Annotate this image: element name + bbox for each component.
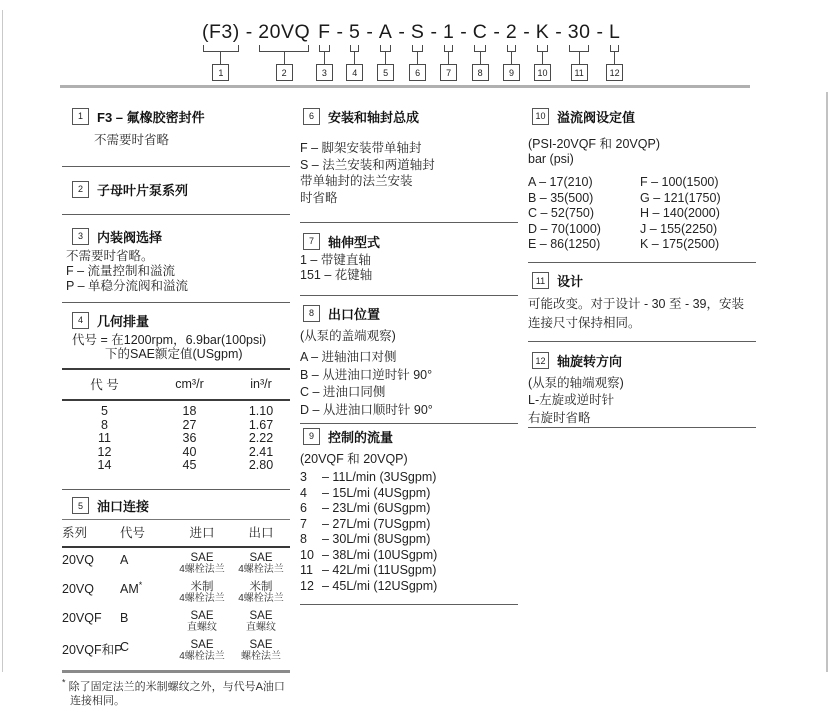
code-dash: - bbox=[523, 21, 530, 43]
divider bbox=[300, 222, 518, 223]
code-number-box: 12 bbox=[606, 64, 623, 81]
flow-desc: – 45L/mi (12USgpm) bbox=[322, 578, 438, 593]
section-number-box: 4 bbox=[72, 312, 89, 329]
port-line: 4螺栓法兰 bbox=[238, 563, 284, 575]
divider bbox=[62, 166, 290, 167]
code-number-box: 7 bbox=[440, 64, 457, 81]
column-middle bbox=[300, 108, 518, 605]
rotation-line: 右旋时省略 bbox=[528, 410, 591, 425]
divider bbox=[528, 262, 756, 263]
code-cell bbox=[120, 581, 172, 596]
bracket-line bbox=[259, 45, 309, 52]
flow-desc: – 11L/min (3USgpm) bbox=[322, 470, 437, 484]
displacement-note: 代号 = 在1200rpm，6.9bar(100psi) bbox=[72, 333, 267, 347]
flow-code: 4 bbox=[300, 485, 307, 500]
code-text: C bbox=[120, 639, 130, 654]
column-right bbox=[528, 108, 756, 428]
flow-option bbox=[300, 548, 518, 564]
port-line: SAE bbox=[249, 609, 273, 622]
port-line: 4螺栓法兰 bbox=[179, 592, 225, 604]
port-line: SAE bbox=[190, 638, 214, 651]
option-line: 时省略 bbox=[300, 190, 338, 205]
table-row bbox=[62, 446, 290, 460]
pressure-option: J – 155(2250) bbox=[640, 221, 718, 236]
port-line: SAE bbox=[190, 609, 214, 622]
code-number-box: 6 bbox=[409, 64, 426, 81]
divider bbox=[300, 604, 518, 605]
code-dash: - bbox=[493, 21, 500, 43]
section-7-header bbox=[303, 233, 518, 249]
code-number-box: 5 bbox=[377, 64, 394, 81]
option-line: 带单轴封的法兰安装 bbox=[300, 174, 413, 188]
section-6-header bbox=[303, 108, 518, 124]
section-12-body bbox=[528, 375, 756, 428]
flow-option bbox=[300, 486, 518, 502]
port-table-row bbox=[62, 577, 290, 606]
flow-code: 11 bbox=[300, 563, 313, 577]
pressure-option: K – 175(2500) bbox=[640, 237, 720, 251]
section-number-box: 10 bbox=[532, 108, 549, 125]
outlet-cell bbox=[232, 552, 290, 575]
port-line: 4螺栓法兰 bbox=[179, 650, 225, 662]
rotation-line: (从泵的轴端观察) bbox=[528, 375, 624, 390]
code-segment-text: 5 bbox=[349, 21, 361, 43]
section-number-box: 12 bbox=[532, 352, 549, 369]
port-line: 螺栓法兰 bbox=[241, 650, 281, 662]
cell: 2.41 bbox=[248, 444, 274, 459]
port-line: 米制 bbox=[190, 580, 214, 593]
code-segment-text: 2 bbox=[505, 21, 518, 43]
pressure-option: E – 86(1250) bbox=[528, 237, 601, 251]
pressure-option: H – 140(2000) bbox=[640, 206, 720, 220]
bracket-line bbox=[569, 45, 590, 52]
section-subtitle: (PSI-20VQF 和 20VQP) bbox=[528, 137, 660, 151]
flow-code: 6 bbox=[300, 501, 307, 515]
displacement-note: 下的SAE额定值(USgpm) bbox=[105, 347, 243, 361]
pressure-option: D – 70(1000) bbox=[528, 221, 601, 236]
code-dash: - bbox=[596, 21, 603, 43]
section-title: 控制的流量 bbox=[328, 429, 394, 445]
column-header: 进口 bbox=[189, 525, 215, 540]
divider bbox=[528, 341, 756, 342]
pressure-option: F – 100(1500) bbox=[640, 175, 719, 189]
section-number-box: 2 bbox=[72, 181, 89, 198]
series-cell: 20VQF bbox=[62, 610, 102, 625]
section-10-header bbox=[532, 108, 756, 124]
code-segment-10 bbox=[532, 20, 554, 81]
bracket-line bbox=[474, 45, 487, 52]
flow-desc: – 42L/mi (11USgpm) bbox=[322, 563, 437, 577]
series-cell: 20VQ bbox=[62, 552, 94, 567]
stem-line bbox=[354, 52, 355, 64]
flow-option bbox=[300, 517, 518, 533]
flow-option bbox=[300, 532, 518, 548]
cell: 1.10 bbox=[248, 404, 274, 418]
code-segment-1 bbox=[198, 20, 244, 81]
pressure-option: B – 35(500) bbox=[528, 190, 594, 205]
cell: 2.80 bbox=[248, 458, 274, 472]
inlet-cell bbox=[172, 610, 232, 633]
footnote-line: 连接相同。 bbox=[70, 694, 125, 707]
outlet-cell bbox=[232, 610, 290, 633]
section-number-box: 1 bbox=[72, 108, 89, 125]
cell: 12 bbox=[97, 444, 112, 459]
port-line: 直螺纹 bbox=[246, 621, 276, 633]
code-segment-text: L bbox=[608, 21, 621, 43]
option-line: B – 从进油口逆时针 90° bbox=[300, 367, 433, 382]
code-dash: - bbox=[398, 21, 405, 43]
code-number-box: 10 bbox=[534, 64, 551, 81]
code-dash: - bbox=[336, 21, 344, 43]
option-line: 1 – 带键直轴 bbox=[300, 253, 371, 267]
table-row bbox=[62, 459, 290, 473]
section-8-header bbox=[303, 305, 518, 321]
code-segment-9 bbox=[502, 20, 521, 81]
section-title: 溢流阀设定值 bbox=[557, 109, 636, 125]
divider bbox=[62, 489, 290, 490]
cell: 1.67 bbox=[248, 417, 274, 432]
cell: 36 bbox=[182, 431, 197, 445]
bracket-line bbox=[319, 45, 329, 52]
section-title: 油口连接 bbox=[97, 499, 150, 514]
section-number-box: 9 bbox=[303, 428, 320, 445]
code-segment-text: 20VQ bbox=[258, 21, 311, 43]
cell: 5 bbox=[101, 404, 108, 418]
code-text: B bbox=[120, 610, 129, 625]
design-note-line: 可能改变。对于设计 - 30 至 - 39，安装 bbox=[528, 296, 744, 311]
flow-code: 12 bbox=[300, 578, 314, 593]
cell: 40 bbox=[182, 444, 197, 459]
section-subtitle: (20VQF 和 20VQP) bbox=[300, 452, 408, 466]
code-segment-text: F bbox=[318, 21, 331, 43]
flow-desc: – 30L/mi (8USgpm) bbox=[322, 532, 431, 546]
code-segment-6 bbox=[407, 20, 429, 81]
section-1-header bbox=[72, 108, 290, 124]
section-11-header bbox=[532, 273, 756, 289]
cell: 8 bbox=[101, 417, 108, 432]
code-segment-8 bbox=[469, 20, 492, 81]
flow-desc: – 38L/mi (10USgpm) bbox=[322, 547, 438, 562]
cell: 11 bbox=[98, 431, 111, 445]
cell: 14 bbox=[97, 458, 112, 472]
table-row bbox=[62, 400, 290, 419]
table-row bbox=[62, 432, 290, 446]
port-line: SAE bbox=[249, 551, 273, 564]
section-3-body bbox=[66, 249, 290, 294]
section-title: 几何排量 bbox=[97, 313, 150, 329]
title-separator-rule bbox=[60, 85, 750, 88]
section-8-body bbox=[300, 349, 518, 419]
column-left bbox=[62, 108, 290, 708]
code-number-box: 3 bbox=[316, 64, 333, 81]
outlet-cell bbox=[232, 639, 290, 662]
outlet-cell bbox=[232, 581, 290, 604]
section-number-box: 8 bbox=[303, 305, 320, 322]
stem-line bbox=[417, 52, 418, 64]
option-line: C – 进油口同侧 bbox=[300, 385, 386, 399]
divider bbox=[62, 214, 290, 215]
option-line: 151 – 花键轴 bbox=[300, 268, 373, 282]
stem-line bbox=[385, 52, 386, 64]
code-cell bbox=[120, 610, 172, 625]
code-number-box: 9 bbox=[503, 64, 520, 81]
section-title: F3 – 氟橡胶密封件 bbox=[97, 109, 205, 125]
stem-line bbox=[614, 52, 615, 64]
column-header: 系列 bbox=[62, 525, 88, 540]
flow-option bbox=[300, 579, 518, 595]
inlet-cell bbox=[172, 639, 232, 662]
section-subtitle: (从泵的盖端观察) bbox=[300, 329, 396, 343]
option-line: F – 脚架安装带单轴封 bbox=[300, 141, 422, 155]
section-number-box: 11 bbox=[532, 272, 549, 289]
bracket-line bbox=[412, 45, 424, 52]
flow-desc: – 15L/mi (4USgpm) bbox=[322, 485, 431, 500]
section-title: 轴旋转方向 bbox=[557, 354, 623, 369]
design-note-line: 连接尺寸保持相同。 bbox=[528, 315, 641, 330]
section-number-box: 3 bbox=[72, 228, 89, 245]
series-cell: 20VQF和P bbox=[62, 642, 123, 657]
bracket-line bbox=[537, 45, 549, 52]
bracket-line bbox=[380, 45, 392, 52]
flow-code: 8 bbox=[300, 532, 307, 546]
code-number-box: 2 bbox=[276, 64, 293, 81]
divider bbox=[62, 302, 290, 303]
flow-code: 10 bbox=[300, 547, 314, 562]
code-segment-text: S bbox=[410, 21, 425, 43]
section-title: 出口位置 bbox=[328, 306, 381, 322]
column-header: in³/r bbox=[232, 369, 290, 400]
code-segment-text: (F3) bbox=[202, 21, 240, 43]
code-segment-4 bbox=[345, 20, 364, 81]
port-table-row bbox=[62, 635, 290, 664]
footnote-text: 除了固定法兰的米制螺纹之外，与代号A油口 bbox=[68, 680, 285, 693]
flow-code: 3 bbox=[300, 470, 307, 484]
cell: 18 bbox=[182, 404, 197, 418]
column-header: 代 号 bbox=[62, 369, 147, 400]
section-4-header bbox=[72, 312, 290, 328]
pressure-option: G – 121(1750) bbox=[640, 190, 721, 205]
section-3-header bbox=[72, 228, 290, 244]
section-title: 轴伸型式 bbox=[328, 234, 381, 250]
section-7-body bbox=[300, 253, 518, 283]
inlet-cell bbox=[172, 581, 232, 604]
section-11-body bbox=[528, 295, 756, 333]
series-cell: 20VQ bbox=[62, 581, 94, 596]
cell: 2.22 bbox=[248, 431, 274, 445]
footnote-line bbox=[62, 676, 290, 694]
column-header: cm³/r bbox=[147, 369, 232, 400]
flow-option bbox=[300, 501, 518, 517]
code-segment-11 bbox=[564, 20, 595, 81]
code-number-box: 1 bbox=[212, 64, 229, 81]
code-segment-text: C bbox=[472, 21, 488, 43]
code-dash: - bbox=[555, 21, 562, 43]
option-line: A – 进轴油口对侧 bbox=[300, 350, 397, 364]
port-table-header bbox=[62, 520, 290, 548]
section-title: 子母叶片泵系列 bbox=[97, 182, 189, 198]
flow-desc: – 27L/mi (7USgpm) bbox=[322, 516, 431, 531]
code-segment-text: A bbox=[378, 21, 393, 43]
stem-line bbox=[579, 52, 580, 64]
code-dash: - bbox=[366, 21, 373, 43]
asterisk: * bbox=[138, 579, 143, 590]
code-segment-7 bbox=[439, 20, 458, 81]
option-line: D – 从进油口顺时针 90° bbox=[300, 402, 433, 417]
code-segment-5 bbox=[375, 20, 397, 81]
cell: 27 bbox=[182, 417, 197, 432]
code-text: A bbox=[120, 552, 129, 567]
code-cell bbox=[120, 552, 172, 567]
option-line: 不需要时省略。 bbox=[66, 249, 154, 263]
section-number-box: 5 bbox=[72, 497, 89, 514]
pressure-col-1 bbox=[528, 175, 640, 253]
code-dash: - bbox=[460, 21, 467, 43]
code-number-box: 8 bbox=[472, 64, 489, 81]
section-number-box: 6 bbox=[303, 108, 320, 125]
stem-line bbox=[284, 52, 285, 64]
stem-line bbox=[324, 52, 325, 64]
column-header: 代号 bbox=[120, 525, 146, 540]
port-footnote bbox=[62, 676, 290, 708]
pressure-settings bbox=[528, 175, 756, 253]
cell: 45 bbox=[182, 458, 197, 472]
code-cell bbox=[120, 639, 172, 654]
port-line: 4螺栓法兰 bbox=[179, 563, 225, 575]
flow-option bbox=[300, 563, 518, 579]
code-number-box: 4 bbox=[346, 64, 363, 81]
page-edge-line-left bbox=[2, 10, 3, 672]
asterisk: * bbox=[62, 676, 66, 687]
page-edge-line-right bbox=[826, 92, 828, 672]
pressure-option: C – 52(750) bbox=[528, 206, 595, 220]
section-title: 内装阀选择 bbox=[97, 229, 163, 245]
unit-label: bar (psi) bbox=[528, 152, 574, 166]
bracket-line bbox=[444, 45, 453, 52]
table-row bbox=[62, 419, 290, 433]
section-5-header bbox=[72, 498, 290, 514]
rotation-line: L-左旋或逆时针 bbox=[528, 393, 615, 407]
flow-option bbox=[300, 470, 518, 486]
section-9-body bbox=[300, 470, 518, 594]
bracket-line bbox=[610, 45, 619, 52]
code-segment-2 bbox=[254, 20, 314, 81]
port-line: SAE bbox=[249, 638, 273, 651]
option-line: S – 法兰安装和两道轴封 bbox=[300, 157, 435, 172]
model-code-diagram bbox=[198, 20, 624, 81]
stem-line bbox=[448, 52, 449, 64]
code-segment-text: 1 bbox=[442, 21, 455, 43]
code-segment-text: 30 bbox=[567, 21, 591, 43]
section-12-header bbox=[532, 353, 756, 369]
section-1-body: 不需要时省略 bbox=[94, 133, 170, 147]
displacement-table bbox=[62, 368, 290, 473]
code-text: AM bbox=[120, 581, 139, 596]
divider bbox=[300, 423, 518, 424]
port-line: 直螺纹 bbox=[187, 621, 217, 633]
code-number-box: 11 bbox=[571, 64, 588, 81]
pressure-col-2 bbox=[640, 175, 752, 253]
port-table-row bbox=[62, 606, 290, 635]
bracket-line bbox=[203, 45, 239, 52]
section-title: 设计 bbox=[557, 274, 584, 289]
port-line: 4螺栓法兰 bbox=[238, 592, 284, 604]
code-segment-12 bbox=[605, 20, 624, 81]
port-line: 米制 bbox=[249, 580, 273, 593]
code-segment-3 bbox=[314, 20, 334, 81]
stem-line bbox=[542, 52, 543, 64]
option-line: F – 流量控制和溢流 bbox=[66, 264, 176, 278]
section-6-body bbox=[300, 140, 518, 206]
section-number-box: 7 bbox=[303, 233, 320, 250]
option-line: P – 单稳分流阀和溢流 bbox=[66, 279, 189, 293]
stem-line bbox=[480, 52, 481, 64]
flow-desc: – 23L/mi (6USgpm) bbox=[322, 501, 431, 515]
port-table-row bbox=[62, 548, 290, 577]
thick-divider bbox=[62, 670, 290, 673]
code-dash: - bbox=[245, 21, 253, 43]
table-header-row bbox=[62, 369, 290, 400]
code-segment-text: K bbox=[535, 21, 550, 43]
section-9-header bbox=[303, 428, 518, 444]
bracket-line bbox=[350, 45, 359, 52]
stem-line bbox=[511, 52, 512, 64]
inlet-cell bbox=[172, 552, 232, 575]
divider bbox=[300, 295, 518, 296]
bracket-line bbox=[507, 45, 516, 52]
code-dash: - bbox=[430, 21, 437, 43]
section-2-header bbox=[72, 181, 290, 197]
section-title: 安装和轴封总成 bbox=[328, 109, 420, 125]
column-header: 出口 bbox=[248, 525, 274, 540]
port-line: SAE bbox=[190, 551, 214, 564]
flow-code: 7 bbox=[300, 516, 307, 531]
pressure-option: A – 17(210) bbox=[528, 175, 593, 189]
stem-line bbox=[220, 52, 221, 64]
divider bbox=[528, 427, 756, 428]
